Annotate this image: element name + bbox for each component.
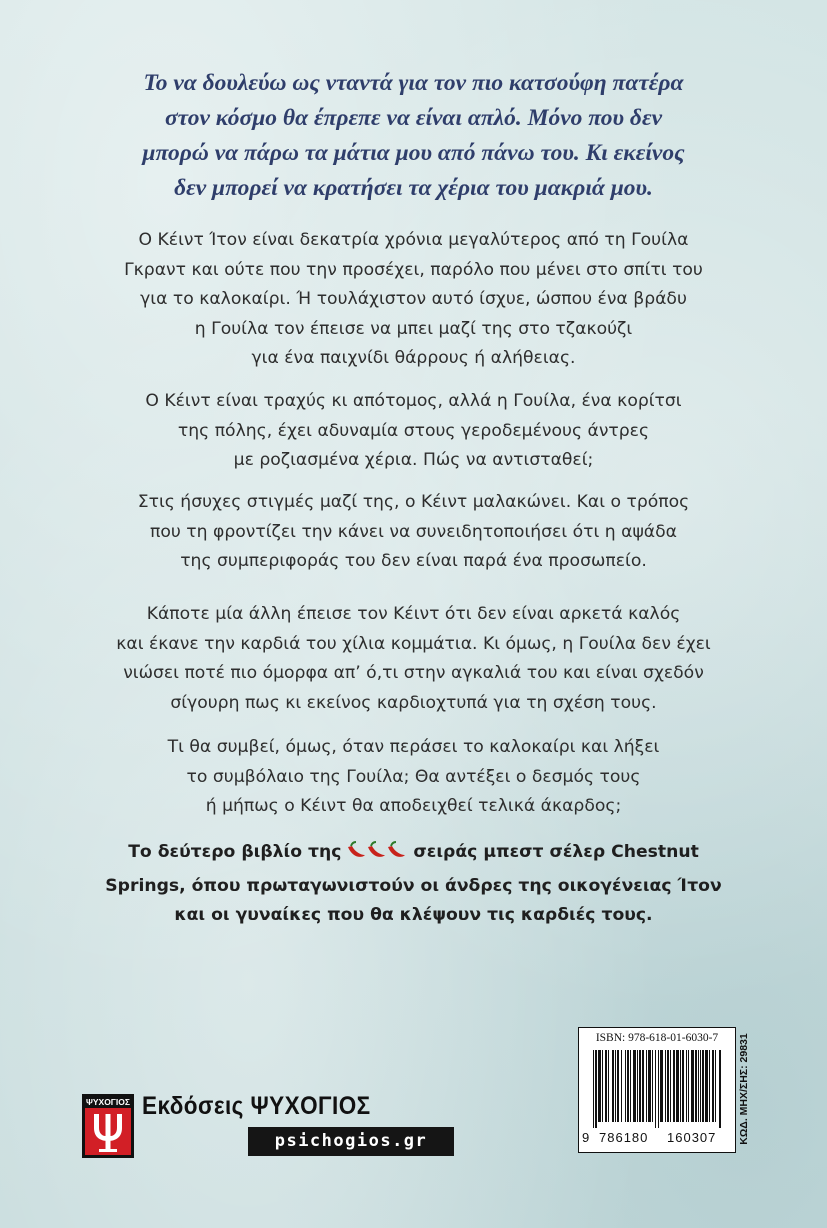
barcode-bar xyxy=(695,1050,697,1122)
barcode-bar xyxy=(719,1050,721,1128)
blurb-paragraph-3 xyxy=(60,488,767,577)
barcode-bar xyxy=(688,1050,689,1122)
blurb-line: νιώσει ποτέ πιο όμορφα απ’ ό,τι στην αγκαλιά του και είναι σχεδόν xyxy=(123,663,704,683)
barcode-bar xyxy=(658,1050,659,1128)
barcode xyxy=(578,1027,736,1153)
barcode-bar xyxy=(715,1050,716,1122)
publisher-name: Εκδόσεις ΨΥΧΟΓΙΟΣ xyxy=(142,1092,371,1120)
barcode-digits-right: 160307 xyxy=(667,1130,717,1145)
series-line: Springs, όπου πρωταγωνιστούν οι άνδρες της οικογένειας Ίτον xyxy=(105,875,722,896)
blurb-line: με ροζιασμένα χέρια. Πώς να αντισταθεί; xyxy=(233,450,594,470)
publisher-block xyxy=(82,1094,454,1158)
barcode-bar xyxy=(712,1050,714,1122)
barcode-bar xyxy=(625,1050,626,1122)
barcode-bar xyxy=(637,1050,638,1122)
series-line xyxy=(60,838,767,872)
barcode-bar xyxy=(615,1050,616,1122)
barcode-bar xyxy=(691,1050,694,1122)
barcode-bar xyxy=(648,1050,651,1122)
blurb-line: ή μήπως ο Κέιντ θα αποδειχθεί τελικά άκαρδος; xyxy=(205,796,622,816)
tagline-line: στον κόσμο θα έπρεπε να είναι απλό. Μόνο που δεν xyxy=(164,105,663,131)
barcode-bar xyxy=(660,1050,663,1122)
barcode-bar xyxy=(617,1050,619,1122)
barcode-bar xyxy=(639,1050,641,1122)
barcode-bar xyxy=(595,1050,597,1128)
chili-peppers-icon xyxy=(345,839,409,872)
barcode-bar xyxy=(630,1050,631,1122)
publisher-url: psichogios.gr xyxy=(248,1127,454,1156)
barcode-bar xyxy=(700,1050,701,1122)
blurb-line: Ο Κέιντ είναι τραχύς κι απότομος, αλλά η Γουίλα, ένα κορίτσι xyxy=(145,391,682,411)
barcode-bar xyxy=(602,1050,603,1122)
barcode-bar xyxy=(633,1050,636,1122)
barcode-bar xyxy=(676,1050,679,1122)
series-note xyxy=(60,838,767,931)
barcode-bar xyxy=(621,1050,622,1122)
isbn-label: ISBN: 978-618-01-6030-7 xyxy=(595,1032,719,1044)
barcode-bar xyxy=(702,1050,704,1122)
tagline-line: δεν μπορεί να κρατήσει τα χέρια του μακριά μου. xyxy=(174,175,653,201)
blurb-paragraph-2 xyxy=(60,387,767,476)
blurb-line: για ένα παιχνίδι θάρρους ή αλήθειας. xyxy=(251,348,576,368)
barcode-bar xyxy=(670,1050,671,1122)
barcode-bar xyxy=(605,1050,607,1122)
barcode-bar xyxy=(642,1050,644,1122)
blurb-line: σίγουρη πως κι εκείνος καρδιοχτυπά για τη σχέση τους. xyxy=(170,692,657,713)
blurb-line: το συμβόλαιο της Γουίλα; Θα αντέξει ο δεσμός τους xyxy=(186,766,641,787)
blurb-paragraph-1 xyxy=(60,226,767,374)
blurb-line: της πόλης, έχει αδυναμία στους γεροδεμένους άντρες xyxy=(177,420,650,441)
barcode-bar xyxy=(612,1050,614,1122)
blurb-line: για το καλοκαίρι. Ή τουλάχιστον αυτό ίσχυε, ώσπου ένα βράδυ xyxy=(140,289,687,309)
blurb-line: που τη φροντίζει την κάνει να συνειδητοποιήσει ότι η αψάδα xyxy=(150,521,677,542)
barcode-bar xyxy=(627,1050,629,1122)
blurb-line: και έκανε την καρδιά του χίλια κομμάτια. Κι όμως, η Γουίλα δεν έχει xyxy=(116,633,711,654)
barcode-bar xyxy=(680,1050,681,1122)
blurb-line: της συμπεριφοράς του δεν είναι παρά ένα προσωπείο. xyxy=(180,551,647,571)
blurb-paragraph-4 xyxy=(60,600,767,718)
barcode-bar xyxy=(655,1050,656,1128)
blurb-line: Γκραντ και ούτε που την προσέχει, παρόλο που μένει στο σπίτι του xyxy=(124,259,703,280)
publisher-logo-text: ΨΥΧΟΓΙΟΣ xyxy=(85,1097,131,1107)
blurb-line: Τι θα συμβεί, όμως, όταν περάσει το καλοκαίρι και λήξει xyxy=(167,737,660,757)
barcode-bar xyxy=(673,1050,675,1122)
tagline-line: Το να δουλεύω ως νταντά για τον πιο κατσούφη πατέρα xyxy=(143,70,684,96)
barcode-bar xyxy=(598,1050,601,1122)
barcode-bar xyxy=(667,1050,669,1122)
barcode-bar xyxy=(665,1050,666,1122)
barcode-bar xyxy=(593,1050,594,1128)
barcode-bar xyxy=(652,1050,653,1122)
barcode-bar xyxy=(686,1050,687,1122)
blurb-line: Κάποτε μία άλλη έπεισε τον Κέιντ ότι δεν είναι αρκετά καλός xyxy=(146,604,681,624)
blurb-paragraph-5 xyxy=(60,733,767,822)
blurb-line: Στις ήσυχες στιγμές μαζί της, ο Κέιντ μαλακώνει. Και ο τρόπος xyxy=(137,492,690,512)
barcode-bar xyxy=(682,1050,684,1122)
barcode-bars xyxy=(589,1050,725,1128)
machine-code xyxy=(737,1027,751,1151)
series-text-after: σειράς μπεστ σέλερ Chestnut xyxy=(413,842,699,862)
barcode-digit-first: 9 xyxy=(582,1130,591,1145)
barcode-bar xyxy=(698,1050,699,1122)
publisher-logo xyxy=(82,1094,134,1158)
barcode-bar xyxy=(705,1050,708,1122)
barcode-digits-left: 786180 xyxy=(599,1130,649,1145)
series-text-before: Το δεύτερο βιβλίο της xyxy=(128,842,342,862)
tagline-quote xyxy=(60,66,767,206)
barcode-bar xyxy=(709,1050,710,1122)
blurb-line: Ο Κέιντ Ίτον είναι δεκατρία χρόνια μεγαλύτερος από τη Γουίλα xyxy=(138,230,689,250)
tagline-line: μπορώ να πάρω τα μάτια μου από πάνω του. Κι εκείνος xyxy=(142,140,685,166)
barcode-bar xyxy=(608,1050,609,1122)
blurb-line: η Γουίλα τον έπεισε να μπει μαζί της στο τζακούζι xyxy=(194,318,633,339)
series-line: και οι γυναίκες που θα κλέψουν τις καρδιές τους. xyxy=(174,905,653,925)
machine-code-text: ΚΩΔ. ΜΗΧ/ΣΗΣ: 29831 xyxy=(738,1033,750,1145)
barcode-bar xyxy=(646,1050,647,1122)
